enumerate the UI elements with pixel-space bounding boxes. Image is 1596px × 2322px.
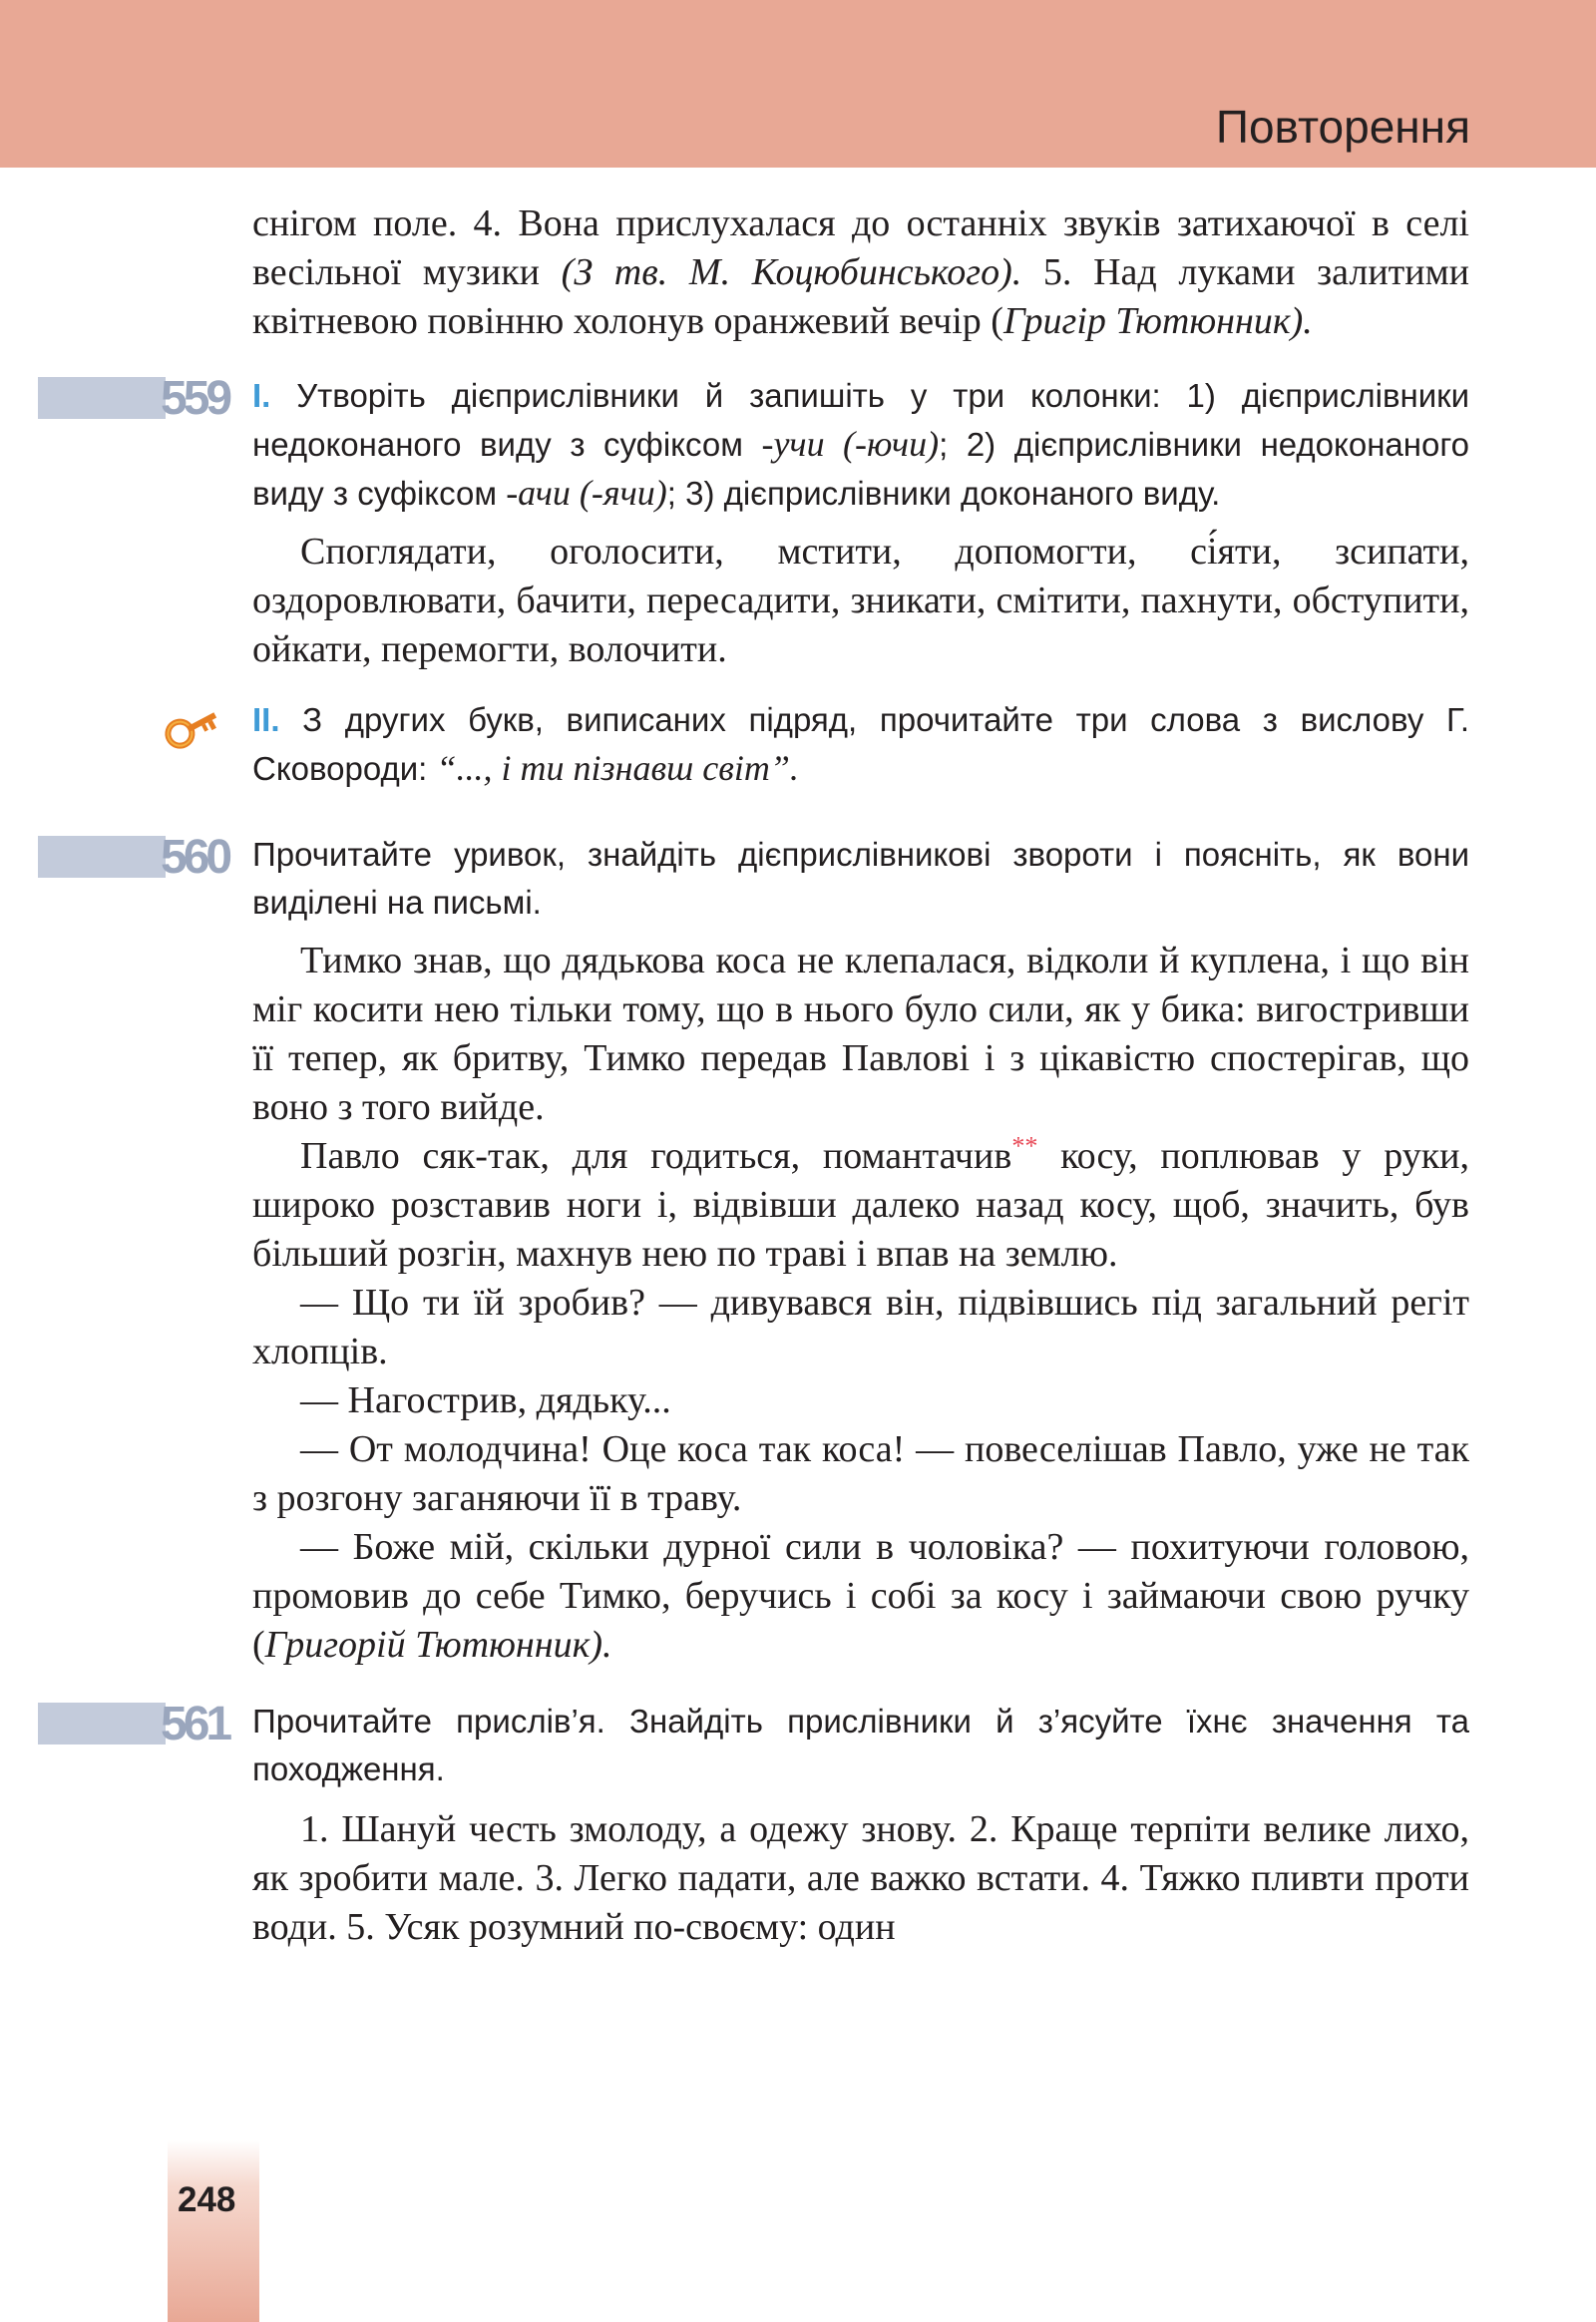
continued-text (252, 199, 1469, 346)
excerpt-paragraph: — От молодчина! Оце коса так коса! — повеселішав Павло, уже не так з розгону заганяючи її в траву. (252, 1428, 1469, 1519)
excerpt-paragraph: — Що ти їй зробив? — дивувався він, підвівшись під загальний регіт хлопців. (252, 1282, 1469, 1372)
excerpt-paragraph: — Нагострив, дядьку... (300, 1379, 671, 1421)
exercise-559 (161, 372, 1470, 793)
exercise-task: Прочитайте уривок, знайдіть дієприслівникові звороти і поясніть, як вони виділені на письмі. (252, 836, 1469, 921)
exercise-number: 559 (161, 372, 229, 425)
exercise-number: 561 (161, 1698, 229, 1750)
excerpt-text: косу, поплював у руки, широко розставив ноги і, відвівши далеко назад косу, щоб, значить, був більший розгін, махнув нею по траві і впав на землю. (252, 1135, 1469, 1275)
page-number-strip (168, 2140, 259, 2322)
exercise-marker-bar (38, 1703, 166, 1744)
excerpt-paragraph (252, 1523, 1469, 1670)
quote: “..., і ти пізнавш світ”. (436, 748, 799, 788)
exercise-task (252, 696, 1469, 793)
task-text: З других букв, виписаних підряд, прочитайте три слова з вислову Г. Сковороди: (252, 701, 1469, 787)
task-text: ; 2) дієприслівники недоконаного виду з суфіксом (252, 426, 1470, 512)
exercise-559-part-2 (252, 696, 1469, 793)
continued-text-body: 5. Над луками залитими квітневою повінню холонув оранжевий вечір ( (252, 251, 1469, 342)
continued-text-body: снігом поле. 4. Вона прислухалася до останніх звуків затихаючої в селі весільної музики (252, 202, 1469, 293)
suffix: -учи (-ючи) (761, 424, 940, 464)
exercise-561 (161, 1698, 1469, 1952)
section-title: Повторення (1215, 101, 1470, 153)
excerpt-paragraph: Тимко знав, що дядькова коса не клепалася, відколи й куплена, і що він міг косити нею тільки тому, що в нього було сили, як у бика: вигостривши її тепер, як бритву, Тимко передав Павлові і з цікавістю спостерігав, що воно з того вийде. (252, 940, 1469, 1128)
exercise-task (252, 372, 1469, 518)
task-text: ; 3) дієприслівники доконаного виду. (666, 475, 1221, 512)
excerpt (252, 937, 1469, 1670)
exercise-number: 560 (161, 831, 229, 884)
page-content (161, 199, 1470, 1952)
part-label: І. (252, 377, 271, 414)
exercise-560 (161, 831, 1469, 1670)
suffix: -ачи (-ячи) (506, 473, 667, 513)
word-list: Споглядати, оголосити, мстити, допомогти, сі́яти, зсипати, оздоровлювати, бачити, пересадити, зникати, смітити, пахнути, обступити, ойкати, перемогти, волочити. (252, 531, 1469, 670)
exercise-marker-bar (38, 836, 166, 878)
source-citation: (З тв. М. Коцюбинського). (561, 251, 1022, 293)
source-citation: Григір Тютюнник). (1002, 300, 1313, 342)
part-label: ІІ. (252, 701, 280, 738)
task-text: Утворіть дієприслівники й запишіть у три колонки: 1) дієприслівники недоконаного виду з суфіксом (252, 377, 1469, 463)
exercise-marker-bar (38, 377, 166, 419)
page-number: 248 (178, 2180, 236, 2219)
excerpt-text: Павло сяк-так, для годиться, помантачив (300, 1135, 1012, 1177)
source-citation: Григорій Тютюнник). (264, 1624, 612, 1666)
excerpt-paragraph (252, 1132, 1469, 1279)
excerpt-text: — Боже мій, скільки дурної сили в чоловіка? — похитуючи головою, промовив до себе Тимко, беручись і собі за косу і займаючи свою ручку ( (252, 1526, 1469, 1666)
footnote-marker: ** (1011, 1131, 1038, 1161)
proverbs: 1. Шануй честь змолоду, а одежу знову. 2. Краще терпіти велике лихо, як зробити мале. 3. Легко падати, але важко встати. 4. Тяжко пливти проти води. 5. Усяк розумний по-своєму: один (252, 1808, 1469, 1948)
key-icon (161, 700, 224, 756)
page-header (0, 0, 1596, 168)
exercise-task: Прочитайте прислів’я. Знайдіть прислівники й з’ясуйте їхнє значення та походження. (252, 1703, 1469, 1787)
